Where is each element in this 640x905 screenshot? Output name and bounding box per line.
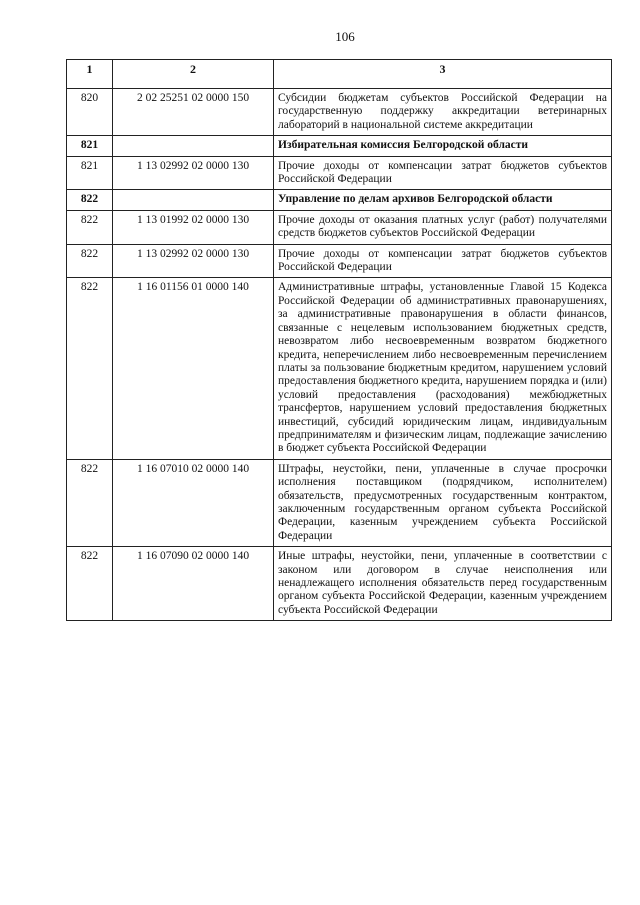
revenue-description-cell: Иные штрафы, неустойки, пени, уплаченные в соответствии с законом или договором в случае неисполнения или ненадлежащего исполнения обязательств перед государственным органом субъекта Российской Федерации, казенным учреждением субъекта Российской Федерации	[274, 547, 612, 621]
revenue-description-cell: Прочие доходы от компенсации затрат бюджетов субъектов Российской Федерации	[274, 156, 612, 190]
table-row	[67, 278, 612, 459]
table-row	[67, 244, 612, 278]
administrator-name-cell: Управление по делам архивов Белгородской области	[274, 190, 612, 210]
revenue-code-cell: 1 16 01156 01 0000 140	[113, 278, 274, 459]
table-row	[67, 210, 612, 244]
revenue-description-cell: Прочие доходы от компенсации затрат бюджетов субъектов Российской Федерации	[274, 244, 612, 278]
revenue-codes-table	[66, 59, 612, 621]
table-group-row	[67, 136, 612, 156]
revenue-code-cell	[113, 190, 274, 210]
table-group-row	[67, 190, 612, 210]
page-number: 106	[335, 29, 355, 44]
admin-code-cell: 822	[67, 244, 113, 278]
admin-code-cell: 822	[67, 459, 113, 546]
admin-code-cell: 822	[67, 210, 113, 244]
table-header-row	[67, 60, 612, 89]
revenue-description-cell: Субсидии бюджетам субъектов Российской Федерации на государственную поддержку аккредитации ветеринарных лабораторий в национальной системе аккредитации	[274, 89, 612, 136]
table-row	[67, 459, 612, 546]
revenue-description-cell: Штрафы, неустойки, пени, уплаченные в случае просрочки исполнения поставщиком (подрядчиком, исполнителем) обязательств, предусмотренных государственным контрактом, заключенным государственным органом субъекта Российской Федерации, казенным учреждением субъекта Российской Федерации	[274, 459, 612, 546]
revenue-code-cell: 1 16 07090 02 0000 140	[113, 547, 274, 621]
admin-code-cell: 822	[67, 278, 113, 459]
revenue-description-cell: Прочие доходы от оказания платных услуг (работ) получателями средств бюджетов субъектов Российской Федерации	[274, 210, 612, 244]
revenue-code-cell: 1 13 02992 02 0000 130	[113, 156, 274, 190]
revenue-code-cell: 2 02 25251 02 0000 150	[113, 89, 274, 136]
column-header-2: 2	[113, 60, 274, 89]
table-body	[67, 89, 612, 621]
table-row	[67, 547, 612, 621]
admin-code-cell: 820	[67, 89, 113, 136]
revenue-code-cell: 1 16 07010 02 0000 140	[113, 459, 274, 546]
admin-code-cell: 822	[67, 190, 113, 210]
administrator-name-cell: Избирательная комиссия Белгородской области	[274, 136, 612, 156]
revenue-description-cell: Административные штрафы, установленные Главой 15 Кодекса Российской Федерации об административных правонарушениях, за административные правонарушения в области финансов, связанные с нецелевым использованием бюджетных средств, невозвратом либо несвоевременным возвратом бюджетного кредита, неперечислением либо несвоевременным перечислением платы за пользование бюджетным кредитом, нарушением условий предоставления бюджетного кредита, нарушением порядка и (или) условий предоставления (расходования) межбюджетных трансфертов, нарушением условий предоставления бюджетных инвестиций, субсидий юридическим лицам, индивидуальным предпринимателям и физическим лицам, подлежащие зачислению в бюджет субъекта Российской Федерации	[274, 278, 612, 459]
table-row	[67, 156, 612, 190]
admin-code-cell: 821	[67, 156, 113, 190]
revenue-code-cell	[113, 136, 274, 156]
revenue-code-cell: 1 13 01992 02 0000 130	[113, 210, 274, 244]
revenue-code-cell: 1 13 02992 02 0000 130	[113, 244, 274, 278]
admin-code-cell: 822	[67, 547, 113, 621]
table-row	[67, 89, 612, 136]
column-header-3: 3	[274, 60, 612, 89]
column-header-1: 1	[67, 60, 113, 89]
admin-code-cell: 821	[67, 136, 113, 156]
